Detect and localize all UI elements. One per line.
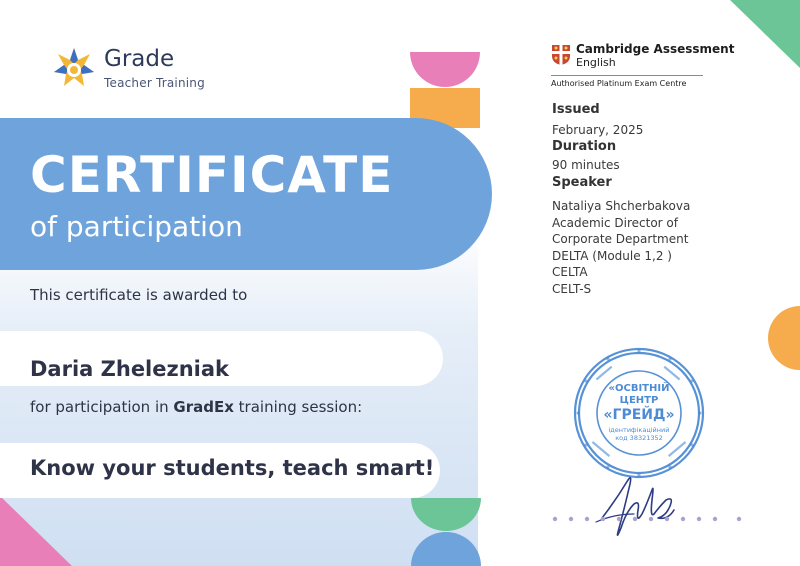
speaker-line: Academic Director of	[552, 215, 678, 230]
grade-logo-icon	[52, 44, 96, 88]
speaker-details	[552, 198, 690, 297]
program-name: GradEx	[173, 398, 234, 416]
brand-subtitle: Teacher Training	[104, 76, 205, 90]
participation-prefix: for participation in	[30, 398, 174, 416]
participation-line	[30, 398, 362, 416]
stamp-line-4: ідентифікаційний	[608, 426, 670, 434]
stamp-line-1: «ОСВІТНІЙ	[608, 383, 670, 394]
duration-label: Duration	[552, 139, 617, 154]
decorative-blue-semicircle-bottom	[411, 532, 481, 566]
decorative-green-semicircle-bottom	[411, 498, 481, 532]
cambridge-shield-icon	[551, 44, 571, 66]
session-title: Know your students, teach smart!	[30, 456, 435, 480]
brand-name: Grade	[104, 46, 175, 72]
speaker-line: CELT-S	[552, 281, 592, 296]
recipient-name: Daria Zhelezniak	[30, 357, 230, 381]
speaker-label: Speaker	[552, 175, 612, 190]
decorative-orange-half-circle-right	[766, 306, 800, 370]
decorative-pink-semicircle-top	[410, 52, 480, 88]
speaker-line: Nataliya Shcherbakova	[552, 199, 691, 213]
stamp-line-2: ЦЕНТР	[619, 395, 659, 406]
signature-icon	[594, 470, 694, 540]
issued-value: February, 2025	[552, 123, 644, 137]
partner-sub: English	[576, 56, 616, 69]
official-stamp-icon	[570, 344, 708, 482]
participation-suffix: training session:	[233, 398, 363, 416]
partner-divider	[551, 75, 703, 76]
partner-centre: Authorised Platinum Exam Centre	[551, 79, 687, 88]
awarded-text: This certificate is awarded to	[30, 286, 248, 304]
speaker-line: DELTA (Module 1,2 )	[552, 248, 672, 263]
certificate-subtitle: of participation	[30, 210, 243, 243]
decorative-pink-triangle-corner	[0, 496, 72, 566]
decorative-green-triangle-corner	[730, 0, 800, 68]
stamp-line-3: «ГРЕЙД»	[603, 407, 675, 423]
issued-label: Issued	[552, 102, 600, 117]
duration-value: 90 minutes	[552, 158, 620, 172]
certificate-title: CERTIFICATE	[30, 146, 394, 204]
speaker-line: Corporate Department	[552, 232, 689, 246]
speaker-line: CELTA	[552, 265, 588, 279]
stamp-line-5: код 38321352	[615, 434, 663, 442]
signature-dotted-line	[551, 515, 743, 523]
partner-name: Cambridge Assessment	[576, 42, 735, 56]
